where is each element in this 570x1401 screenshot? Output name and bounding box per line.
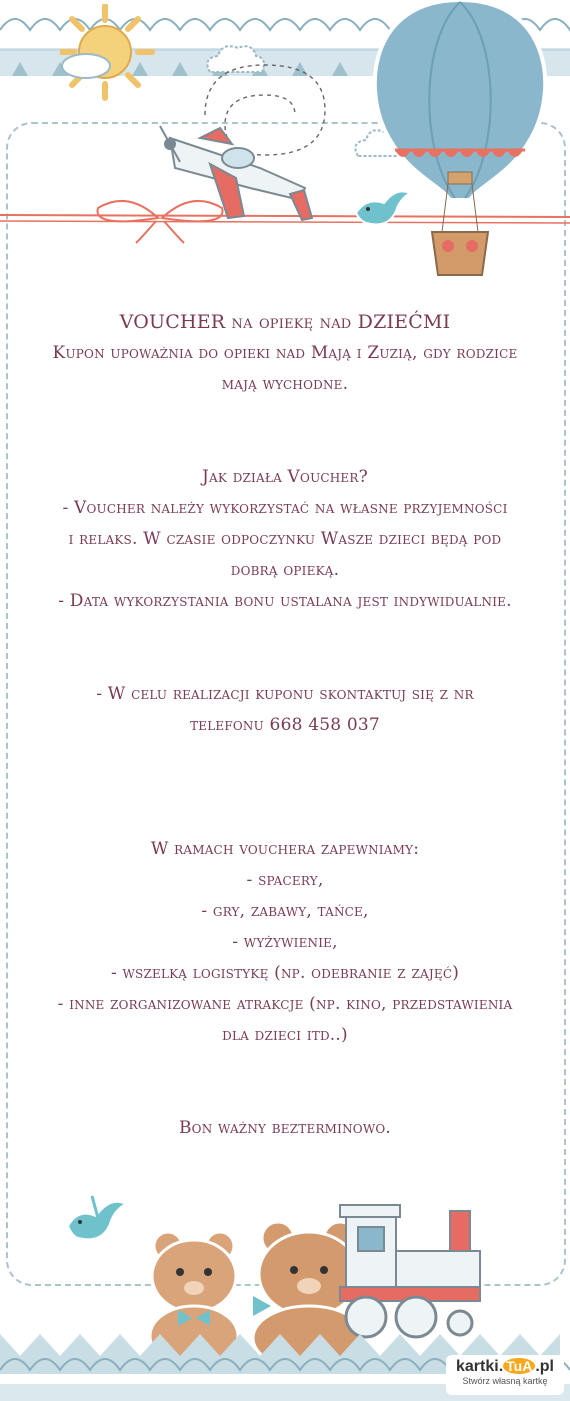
- text-line-21: - wyżywienie,: [232, 932, 338, 952]
- text-line-3: mają wychodne.: [221, 374, 349, 394]
- text-line-2: Kupon upoważnia do opieki nad Mają i Zuzią, gdy rodzice: [52, 343, 518, 363]
- logo-brand: [446, 1358, 564, 1376]
- bird-icon: [62, 1192, 132, 1248]
- text-line-15: [10, 741, 560, 772]
- balloon-icon: [360, 0, 560, 285]
- text-line-17: [10, 803, 560, 834]
- text-line-10: - Data wykorzystania bonu ustalana jest indywidualnie.: [58, 591, 512, 611]
- logo-brand-left: kartki.: [456, 1358, 504, 1375]
- text-line-14: telefonu 668 458 037: [190, 715, 380, 735]
- logo-tagline: Stwórz własną kartkę: [462, 1376, 548, 1386]
- text-line-6: Jak działa Voucher?: [202, 467, 368, 487]
- airplane-icon: [140, 118, 320, 230]
- text-line-5: [10, 431, 560, 462]
- logo-brand-right: .pl: [535, 1358, 554, 1375]
- voucher-text: [10, 307, 560, 1144]
- text-line-13: - W celu realizacji kuponu skontaktuj się z nr: [96, 684, 474, 704]
- text-line-26: [10, 1082, 560, 1113]
- text-line-22: - wszelką logistykę (np. odebranie z zajęć): [110, 963, 460, 983]
- text-line-7: - Voucher należy wykorzystać na własne przyjemności: [62, 498, 508, 518]
- text-line-27: Bon ważny bezterminowo.: [178, 1118, 392, 1138]
- text-line-11: [10, 617, 560, 648]
- text-line-9: dobrą opieką.: [230, 560, 340, 580]
- sun-icon: [60, 4, 170, 104]
- text-line-18: W ramach vouchera zapewniamy:: [150, 839, 420, 859]
- text-line-23: - inne zorganizowane atrakcje (np. kino, przedstawienia: [57, 994, 513, 1014]
- text-line-1: VOUCHER na opiekę nad DZIEĆMI: [119, 311, 451, 333]
- kartki-tua-logo[interactable]: [446, 1355, 564, 1395]
- text-line-4: [10, 400, 560, 431]
- text-line-24: dla dzieci itd..): [222, 1025, 348, 1045]
- text-line-19: - spacery,: [246, 870, 324, 890]
- text-line-8: i relaks. W czasie odpoczynku Wasze dzieci będą pod: [68, 529, 502, 549]
- logo-brand-mid: TuA: [503, 1358, 535, 1374]
- text-line-20: - gry, zabawy, tańce,: [201, 901, 369, 921]
- text-line-16: [10, 772, 560, 803]
- text-line-12: [10, 648, 560, 679]
- text-line-25: [10, 1051, 560, 1082]
